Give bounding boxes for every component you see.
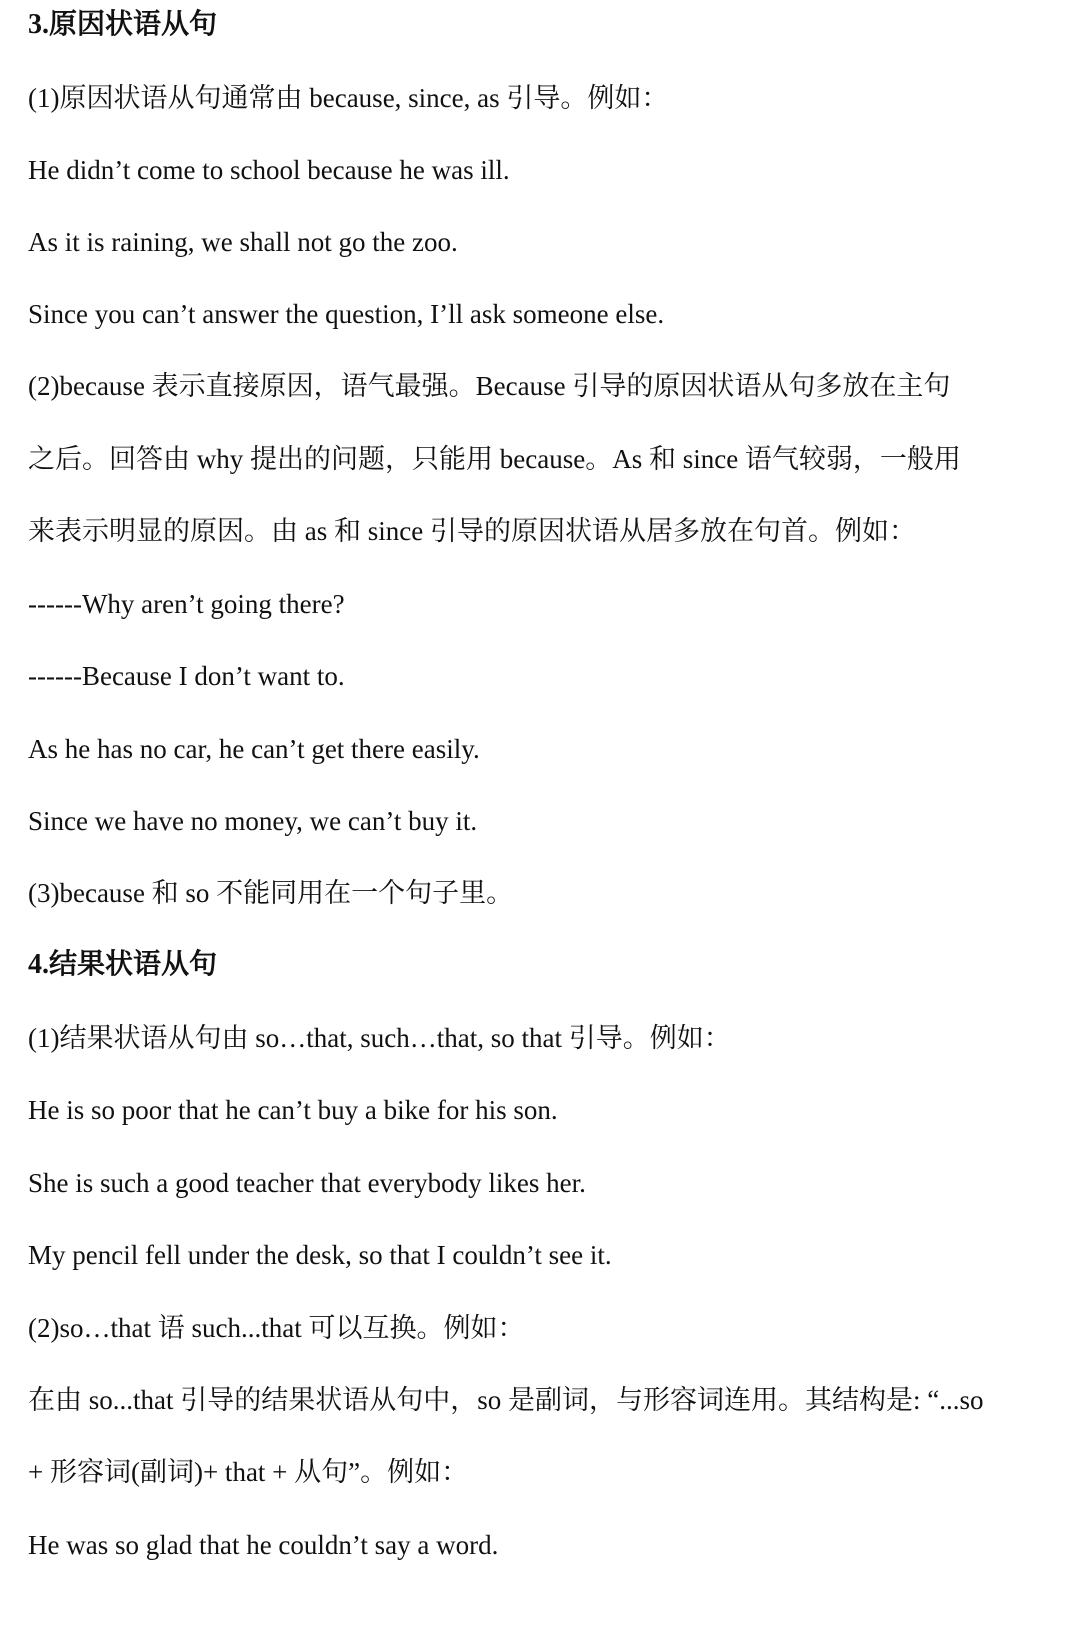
section-4-line-3: She is such a good teacher that everybody likes her. — [28, 1168, 586, 1198]
section-3-heading: 3.原因状语从句 — [28, 9, 218, 40]
section-4-line-2: He is so poor that he can’t buy a bike for his son. — [28, 1095, 558, 1125]
section-3-line-9: ------Because I don’t want to. — [28, 661, 345, 691]
section-3-line-12: (3)because 和 so 不能同用在一个句子里。 — [28, 878, 514, 908]
section-3-line-4: Since you can’t answer the question, I’ll ask someone else. — [28, 299, 665, 329]
section-3-line-10: As he has no car, he can’t get there easily. — [28, 734, 480, 764]
section-3-line-2: He didn’t come to school because he was ill. — [28, 155, 510, 185]
section-4-line-5: (2)so…that 语 such...that 可以互换。例如： — [28, 1313, 525, 1343]
section-3-line-3: As it is raining, we shall not go the zoo. — [28, 227, 458, 257]
section-3-line-8: ------Why aren’t going there? — [28, 589, 345, 619]
section-4-line-6: 在由 so...that 引导的结果状语从句中，so 是副词，与形容词连用。其结构是: “...so — [28, 1385, 984, 1415]
section-3-line-7: 来表示明显的原因。由 as 和 since 引导的原因状语从居多放在句首。例如： — [28, 516, 916, 546]
section-3-line-5: (2)because 表示直接原因，语气最强。Because 引导的原因状语从句多放在主句 — [28, 371, 951, 401]
section-4-line-1: (1)结果状语从句由 so…that, such…that, so that 引导。例如： — [28, 1023, 731, 1053]
section-4-line-8: He was so glad that he couldn’t say a word. — [28, 1530, 499, 1560]
section-4-line-4: My pencil fell under the desk, so that I couldn’t see it. — [28, 1240, 612, 1270]
section-4-line-7: + 形容词(副词)+ that + 从句”。例如： — [28, 1457, 469, 1487]
section-3-line-6: 之后。回答由 why 提出的问题，只能用 because。As 和 since 语气较弱，一般用 — [28, 444, 961, 474]
section-3-line-1: (1)原因状语从句通常由 because, since, as 引导。例如： — [28, 83, 669, 113]
section-4-heading: 4.结果状语从句 — [28, 949, 218, 980]
section-3-line-11: Since we have no money, we can’t buy it. — [28, 806, 478, 836]
